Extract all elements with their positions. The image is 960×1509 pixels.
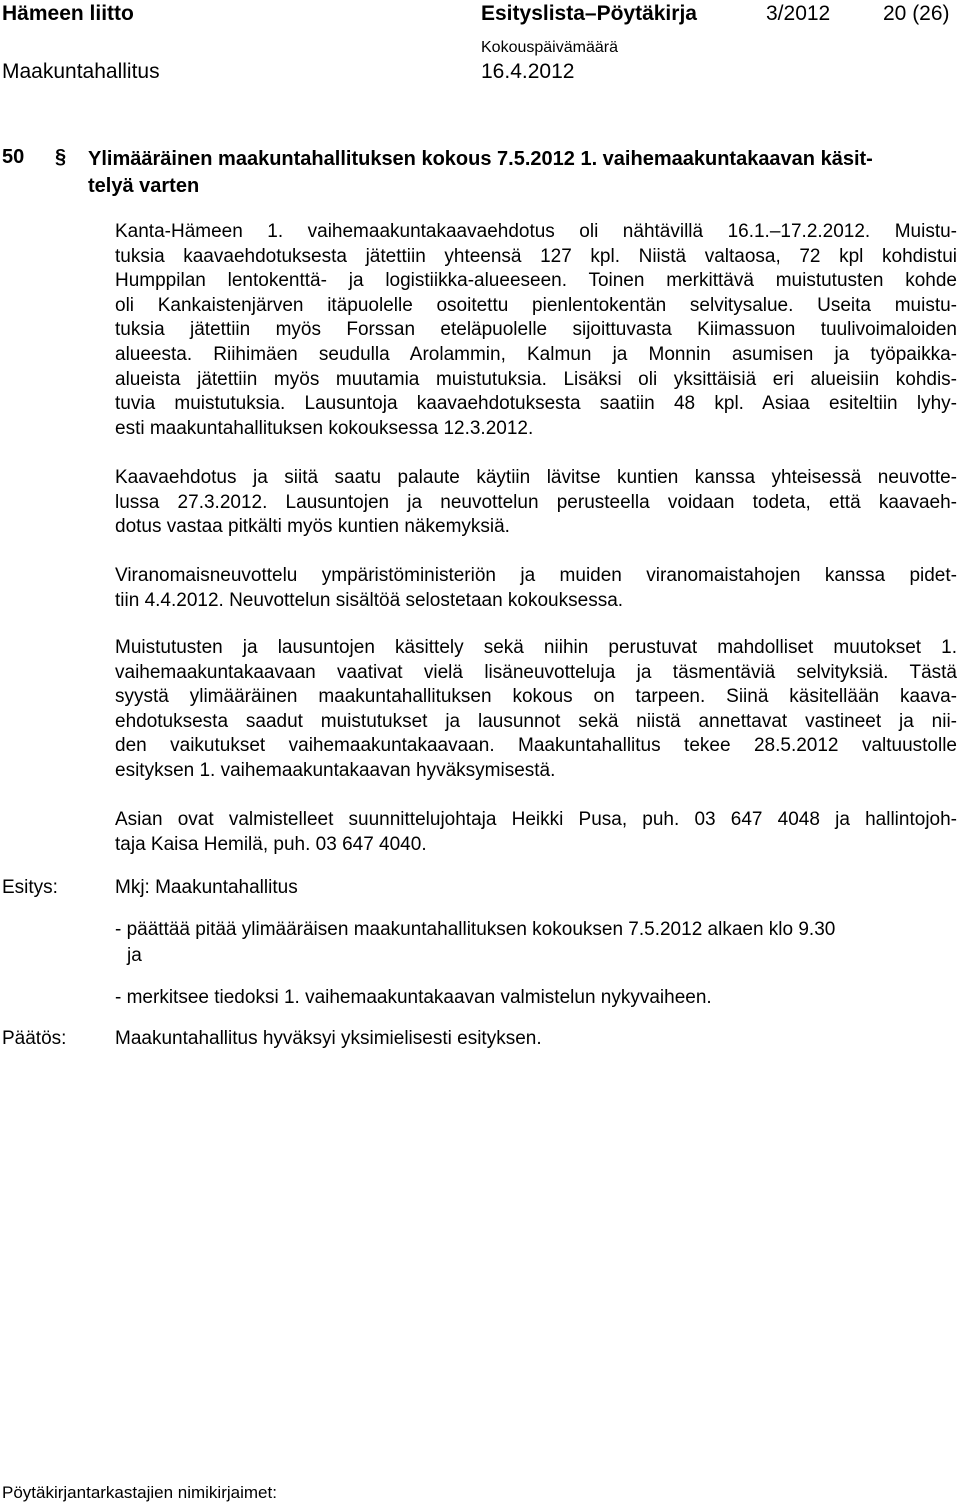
decision-text: Maakuntahallitus hyväksyi yksimielisesti esityksen.	[115, 1028, 542, 1049]
section-number: 50	[2, 146, 25, 168]
text-line: alueesta. Riihimäen seudulla Arolammin, Kalmun ja Monnin asumisen ja työpaikka-	[115, 343, 957, 365]
meeting-date-label: Kokouspäivämäärä	[481, 39, 618, 56]
text-line: - päättää pitää ylimääräisen maakuntahallituksen kokouksen 7.5.2012 alkaen klo 9.30	[115, 919, 836, 940]
text-line: Asian ovat valmistelleet suunnittelujohtaja Heikki Pusa, puh. 03 647 4048 ja hallintojoh-	[115, 809, 957, 830]
text-line: alueista jätettiin myös muutamia muistutuksia. Lisäksi oli yksittäisiä eri alueisiin kohdis-	[115, 368, 957, 390]
text-line: lussa 27.3.2012. Lausuntojen ja neuvottelun perusteella voidaan todeta, että kaavaeh-	[115, 491, 957, 513]
text-line: Kanta-Hämeen 1. vaihemaakuntakaavaehdotus oli nähtävillä 16.1.–17.2.2012. Muistu-	[115, 221, 957, 242]
paragraph-authority-meeting	[115, 564, 957, 613]
section-title-line: Ylimääräinen maakuntahallituksen kokous 7.5.2012 1. vaihemaakuntakaavan käsit-	[88, 148, 873, 170]
paragraph-extra-meeting	[115, 636, 957, 784]
text-line: tuvia muistutuksia. Lausuntoja kaavaehdotuksesta saatiin 48 kpl. Asiaa esiteltiin lyhy-	[115, 393, 957, 415]
text-line: esityksen 1. vaihemaakuntakaavan hyväksymisestä.	[115, 759, 556, 781]
text-line: tiin 4.4.2012. Neuvottelun sisältöä selostetaan kokouksessa.	[115, 589, 624, 611]
text-line: tuksia kaavaehdotuksesta jätettiin yhteensä 127 kpl. Niistä valtaosa, 72 kpl kohdistui	[115, 245, 957, 267]
text-line: den vaikutukset vaihemaakuntakaavaan. Maakuntahallitus tekee 28.5.2012 valtuustolle	[115, 735, 957, 757]
text-line: Humppilan lentokenttä- ja logistiikka-alueeseen. Toinen merkittävä muistutusten kohde	[115, 270, 957, 292]
text-line: ja	[127, 945, 142, 966]
text-line: taja Kaisa Hemilä, puh. 03 647 4040.	[115, 833, 427, 855]
text-line: Muistutusten ja lausuntojen käsittely sekä niihin perustuvat mahdolliset muutokset 1.	[115, 637, 957, 658]
text-line: dotus vastaa pitkälti myös kuntien näkemyksiä.	[115, 516, 510, 538]
text-line: esti maakuntahallituksen kokouksessa 12.3.2012.	[115, 417, 534, 439]
page-number: 20 (26)	[883, 2, 950, 25]
proposer: Mkj: Maakuntahallitus	[115, 877, 298, 898]
meeting-date: 16.4.2012	[481, 60, 575, 83]
text-line: oli Kankaistenjärven itäpuolelle osoitettu pienlentokentän selvitysalue. Useita muistu-	[115, 294, 957, 316]
text-line: Viranomaisneuvottelu ympäristöministeriön ja muiden viranomaistahojen kanssa pidet-	[115, 565, 957, 586]
decision-label: Päätös:	[2, 1028, 67, 1049]
body-name: Maakuntahallitus	[2, 60, 160, 83]
proposal-label: Esitys:	[2, 877, 58, 898]
text-line: ehdotuksesta saadut muistutukset ja lausunnot sekä niistä annettavat vastineet ja nii-	[115, 710, 957, 732]
text-line: syystä ylimääräinen maakuntahallituksen kokous on tarpeen. Siinä käsitellään kaava-	[115, 686, 957, 708]
text-line: Kaavaehdotus ja siitä saatu palaute käytiin lävitse kuntien kanssa yhteisessä neuvotte-	[115, 467, 957, 488]
section-title-line: telyä varten	[88, 175, 200, 197]
proposal-item-1	[115, 917, 960, 969]
document-type: Esityslista–Pöytäkirja	[481, 2, 697, 25]
footer-initials-label: Pöytäkirjantarkastajien nimikirjaimet:	[2, 1483, 277, 1502]
organization-name: Hämeen liitto	[2, 2, 134, 25]
text-line: tuksia jätettiin myös Forssan eteläpuolelle sijoittuvasta Kiimassuon tuulivoimaloiden	[115, 319, 957, 341]
text-line: vaihemaakuntakaavaan vaativat vielä lisäneuvotteluja ja täsmentäviä selvityksiä. Tästä	[115, 661, 957, 683]
paragraph-consultation	[115, 466, 957, 540]
document-number: 3/2012	[766, 2, 831, 25]
proposal-item-2: - merkitsee tiedoksi 1. vaihemaakuntakaavan valmistelun nykyvaiheen.	[115, 987, 712, 1008]
paragraph-preparers	[115, 808, 957, 857]
paragraph-background	[115, 220, 957, 441]
section-title	[88, 146, 948, 200]
section-sign: §	[55, 146, 67, 168]
